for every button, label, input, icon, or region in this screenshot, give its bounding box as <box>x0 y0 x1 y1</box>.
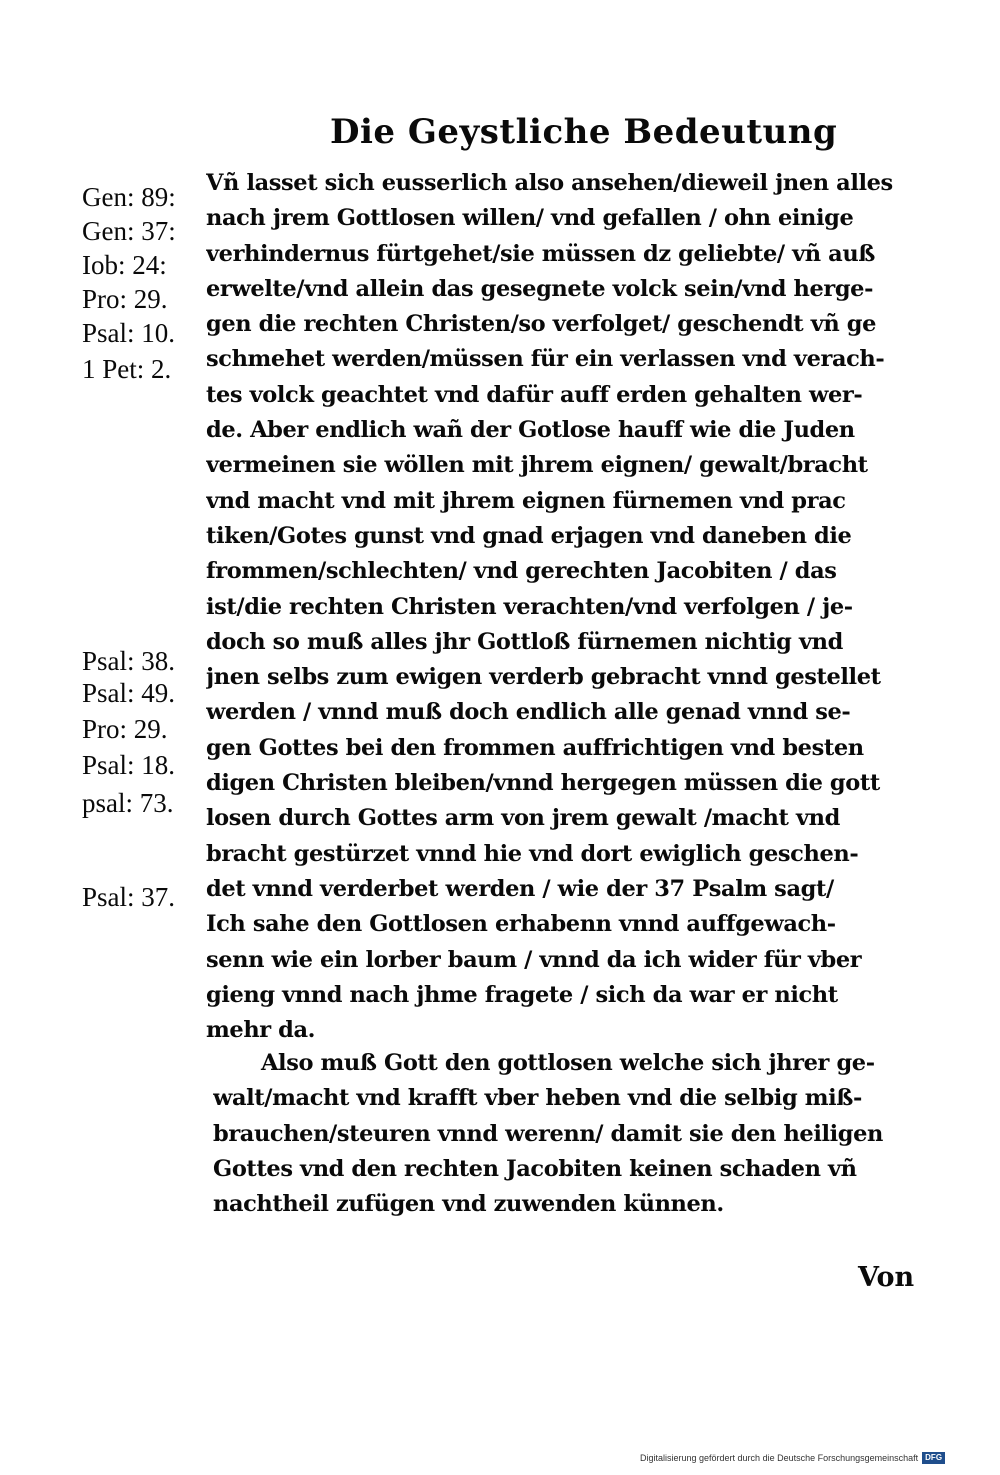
margin-note: Pro: 29. <box>82 284 168 314</box>
text-line: vnd macht vnd mit jhrem eignen fürnemen vnd prac <box>206 487 846 514</box>
text-line: nach jrem Gottlosen willen/ vnd gefallen / ohn einige <box>206 205 854 232</box>
text-line: erwelte/vnd allein das gesegnete volck sein/vnd herge- <box>206 275 874 302</box>
text-line: gen Gottes bei den frommen auffrichtigen vnd besten <box>206 734 864 761</box>
catchword: Von <box>858 1262 915 1293</box>
text-line: ist/die rechten Christen verachten/vnd verfolgen / je- <box>206 593 853 620</box>
text-line: tiken/Gotes gunst vnd gnad erjagen vnd daneben die <box>206 522 852 549</box>
margin-note: Gen: 37: <box>82 216 176 246</box>
text-line: frommen/schlechten/ vnd gerechten Jacobiten / das <box>206 558 837 585</box>
margin-note: Pro: 29. <box>82 714 168 744</box>
text-line: brauchen/steuren vnnd werenn/ damit sie den heiligen <box>213 1120 883 1147</box>
text-line: bracht gestürzet vnnd hie vnd dort ewiglich geschen- <box>206 840 859 867</box>
text-line: senn wie ein lorber baum / vnnd da ich wider für vber <box>206 946 862 973</box>
text-line: Gottes vnd den rechten Jacobiten keinen schaden vñ <box>213 1155 857 1182</box>
text-line: nachtheil zufügen vnd zuwenden künnen. <box>213 1191 724 1218</box>
text-line: verhindernus fürtgehet/sie müssen dz geliebte/ vñ auß <box>206 240 876 267</box>
text-line: gieng vnnd nach jhme fragete / sich da war er nicht <box>206 981 838 1008</box>
digitization-footer <box>640 1452 945 1464</box>
text-line: digen Christen bleiben/vnnd hergegen müssen die gott <box>206 770 880 797</box>
text-line: de. Aber endlich wañ der Gotlose hauff wie die Juden <box>206 417 855 444</box>
text-line: Ich sahe den Gottlosen erhabenn vnnd auffgewach- <box>206 911 836 938</box>
text-line: jnen selbs zum ewigen verderb gebracht vnnd gestellet <box>206 664 881 691</box>
text-line: Vñ lasset sich eusserlich also ansehen/dieweil jnen alles <box>206 170 893 196</box>
margin-note: psal: 73. <box>82 788 174 818</box>
text-line: losen durch Gottes arm von jrem gewalt /macht vnd <box>206 805 840 832</box>
margin-note: Psal: 49. <box>82 678 176 708</box>
text-line: doch so muß alles jhr Gottloß fürnemen nichtig vnd <box>206 628 843 655</box>
body-text <box>206 166 936 1048</box>
text-line: mehr da. <box>206 1017 316 1044</box>
text-line: Also muß Gott den gottlosen welche sich jhrer ge- <box>261 1050 875 1076</box>
closing-paragraph <box>213 1046 938 1222</box>
margin-note: Psal: 10. <box>82 318 176 348</box>
text-line: walt/macht vnd krafft vber heben vnd die selbig miß- <box>213 1085 862 1112</box>
text-line: tes volck geachtet vnd dafür auff erden gehalten wer- <box>206 381 863 408</box>
text-line: det vnnd verderbet werden / wie der 37 Psalm sagt/ <box>206 875 834 902</box>
margin-note: Gen: 89: <box>82 182 176 212</box>
margin-note: Iob: 24: <box>82 250 167 280</box>
text-line: schmehet werden/müssen für ein verlassen vnd verach- <box>206 346 885 373</box>
margin-note: Psal: 38. <box>82 646 176 676</box>
text-line: vermeinen sie wöllen mit jhrem eignen/ gewalt/bracht <box>206 452 868 479</box>
text-line: werden / vnnd muß doch endlich alle genad vnnd se- <box>206 699 851 726</box>
margin-note: 1 Pet: 2. <box>82 354 172 384</box>
footer-text: Digitalisierung gefördert durch die Deutsche Forschungsgemeinschaft <box>640 1453 919 1463</box>
running-head: Die Geystliche Bedeutung <box>330 112 838 152</box>
dfg-logo-icon: DFG <box>922 1452 945 1464</box>
text-line: gen die rechten Christen/so verfolget/ geschendt vñ ge <box>206 311 877 338</box>
margin-note: Psal: 37. <box>82 882 176 912</box>
margin-note: Psal: 18. <box>82 750 176 780</box>
